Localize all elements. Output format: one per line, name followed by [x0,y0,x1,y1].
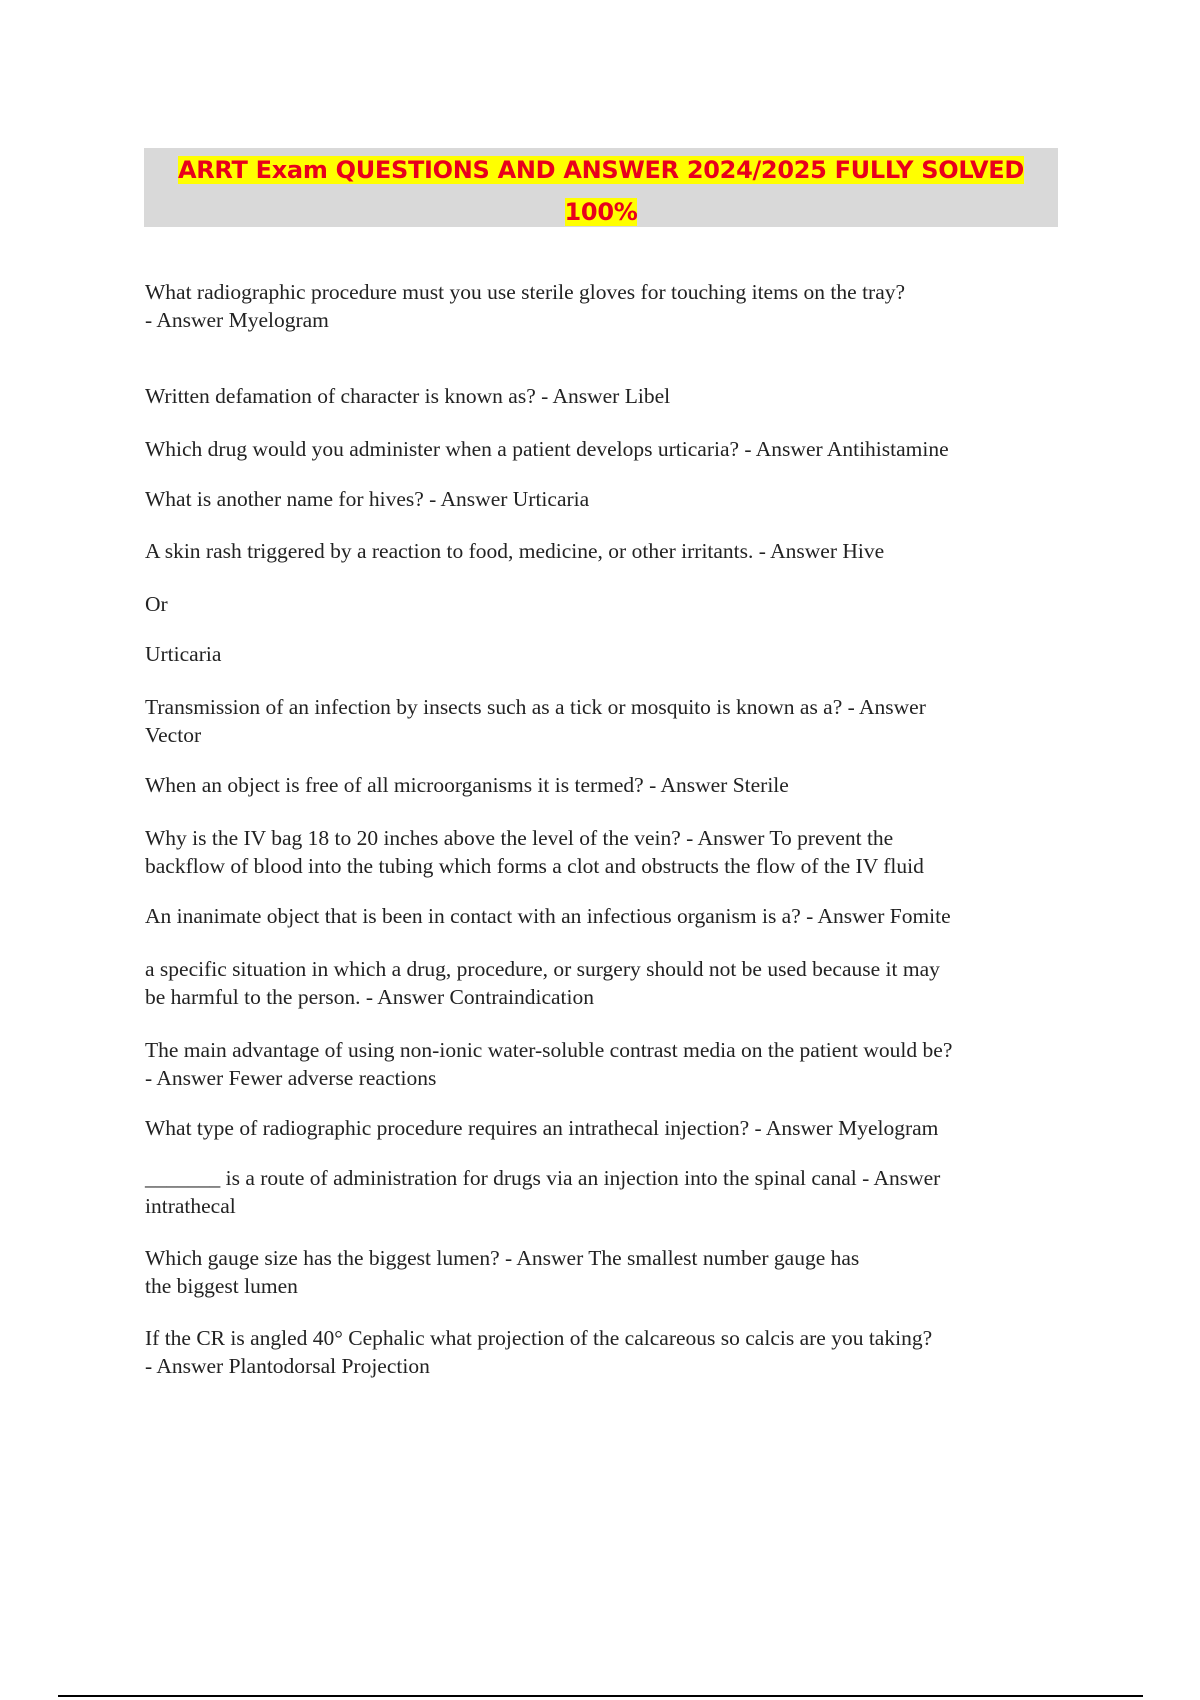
qa-entry: What type of radiographic procedure requires an intrathecal injection? - Answer Myelogram [145,1116,939,1140]
qa-entry: If the CR is angled 40° Cephalic what projection of the calcareous so calcis are you taking? - Answer Plantodorsal Projection [145,1326,933,1378]
qa-entry: Transmission of an infection by insects such as a tick or mosquito is known as a? - Answer Vector [145,695,926,747]
qa-entry: Which gauge size has the biggest lumen? - Answer The smallest number gauge has the biggest lumen [145,1246,860,1298]
qa-entry: When an object is free of all microorganisms it is termed? - Answer Sterile [145,773,789,797]
qa-entry: a specific situation in which a drug, procedure, or surgery should not be used because it may be harmful to the person. - Answer Contraindication [145,957,940,1009]
qa-entry: Written defamation of character is known as? - Answer Libel [145,384,671,408]
qa-entry: What is another name for hives? - Answer Urticaria [145,487,590,511]
qa-entry: _______ is a route of administration for drugs via an injection into the spinal canal - Answer intrathecal [145,1166,941,1218]
document-title: ARRT Exam QUESTIONS AND ANSWER 2024/2025 FULLY SOLVED 100% [177,156,1025,226]
qa-entry: The main advantage of using non-ionic water-soluble contrast media on the patient would be? - Answer Fewer adverse reactions [145,1038,953,1090]
qa-entry: Or [145,592,168,616]
qa-entry: Why is the IV bag 18 to 20 inches above the level of the vein? - Answer To prevent the backflow of blood into the tubing which forms a clot and obstructs the flow of the IV fluid [145,826,924,878]
qa-entry: Urticaria [145,642,222,666]
qa-entry: An inanimate object that is been in contact with an infectious organism is a? - Answer Fomite [145,904,951,928]
footer-divider [58,1695,1143,1697]
qa-list [145,254,1065,1380]
title-banner [144,148,1058,227]
qa-entry: Which drug would you administer when a patient develops urticaria? - Answer Antihistamine [145,437,949,461]
qa-entry: A skin rash triggered by a reaction to food, medicine, or other irritants. - Answer Hive [145,539,885,563]
qa-entry: What radiographic procedure must you use sterile gloves for touching items on the tray? - Answer Myelogram [145,280,906,332]
